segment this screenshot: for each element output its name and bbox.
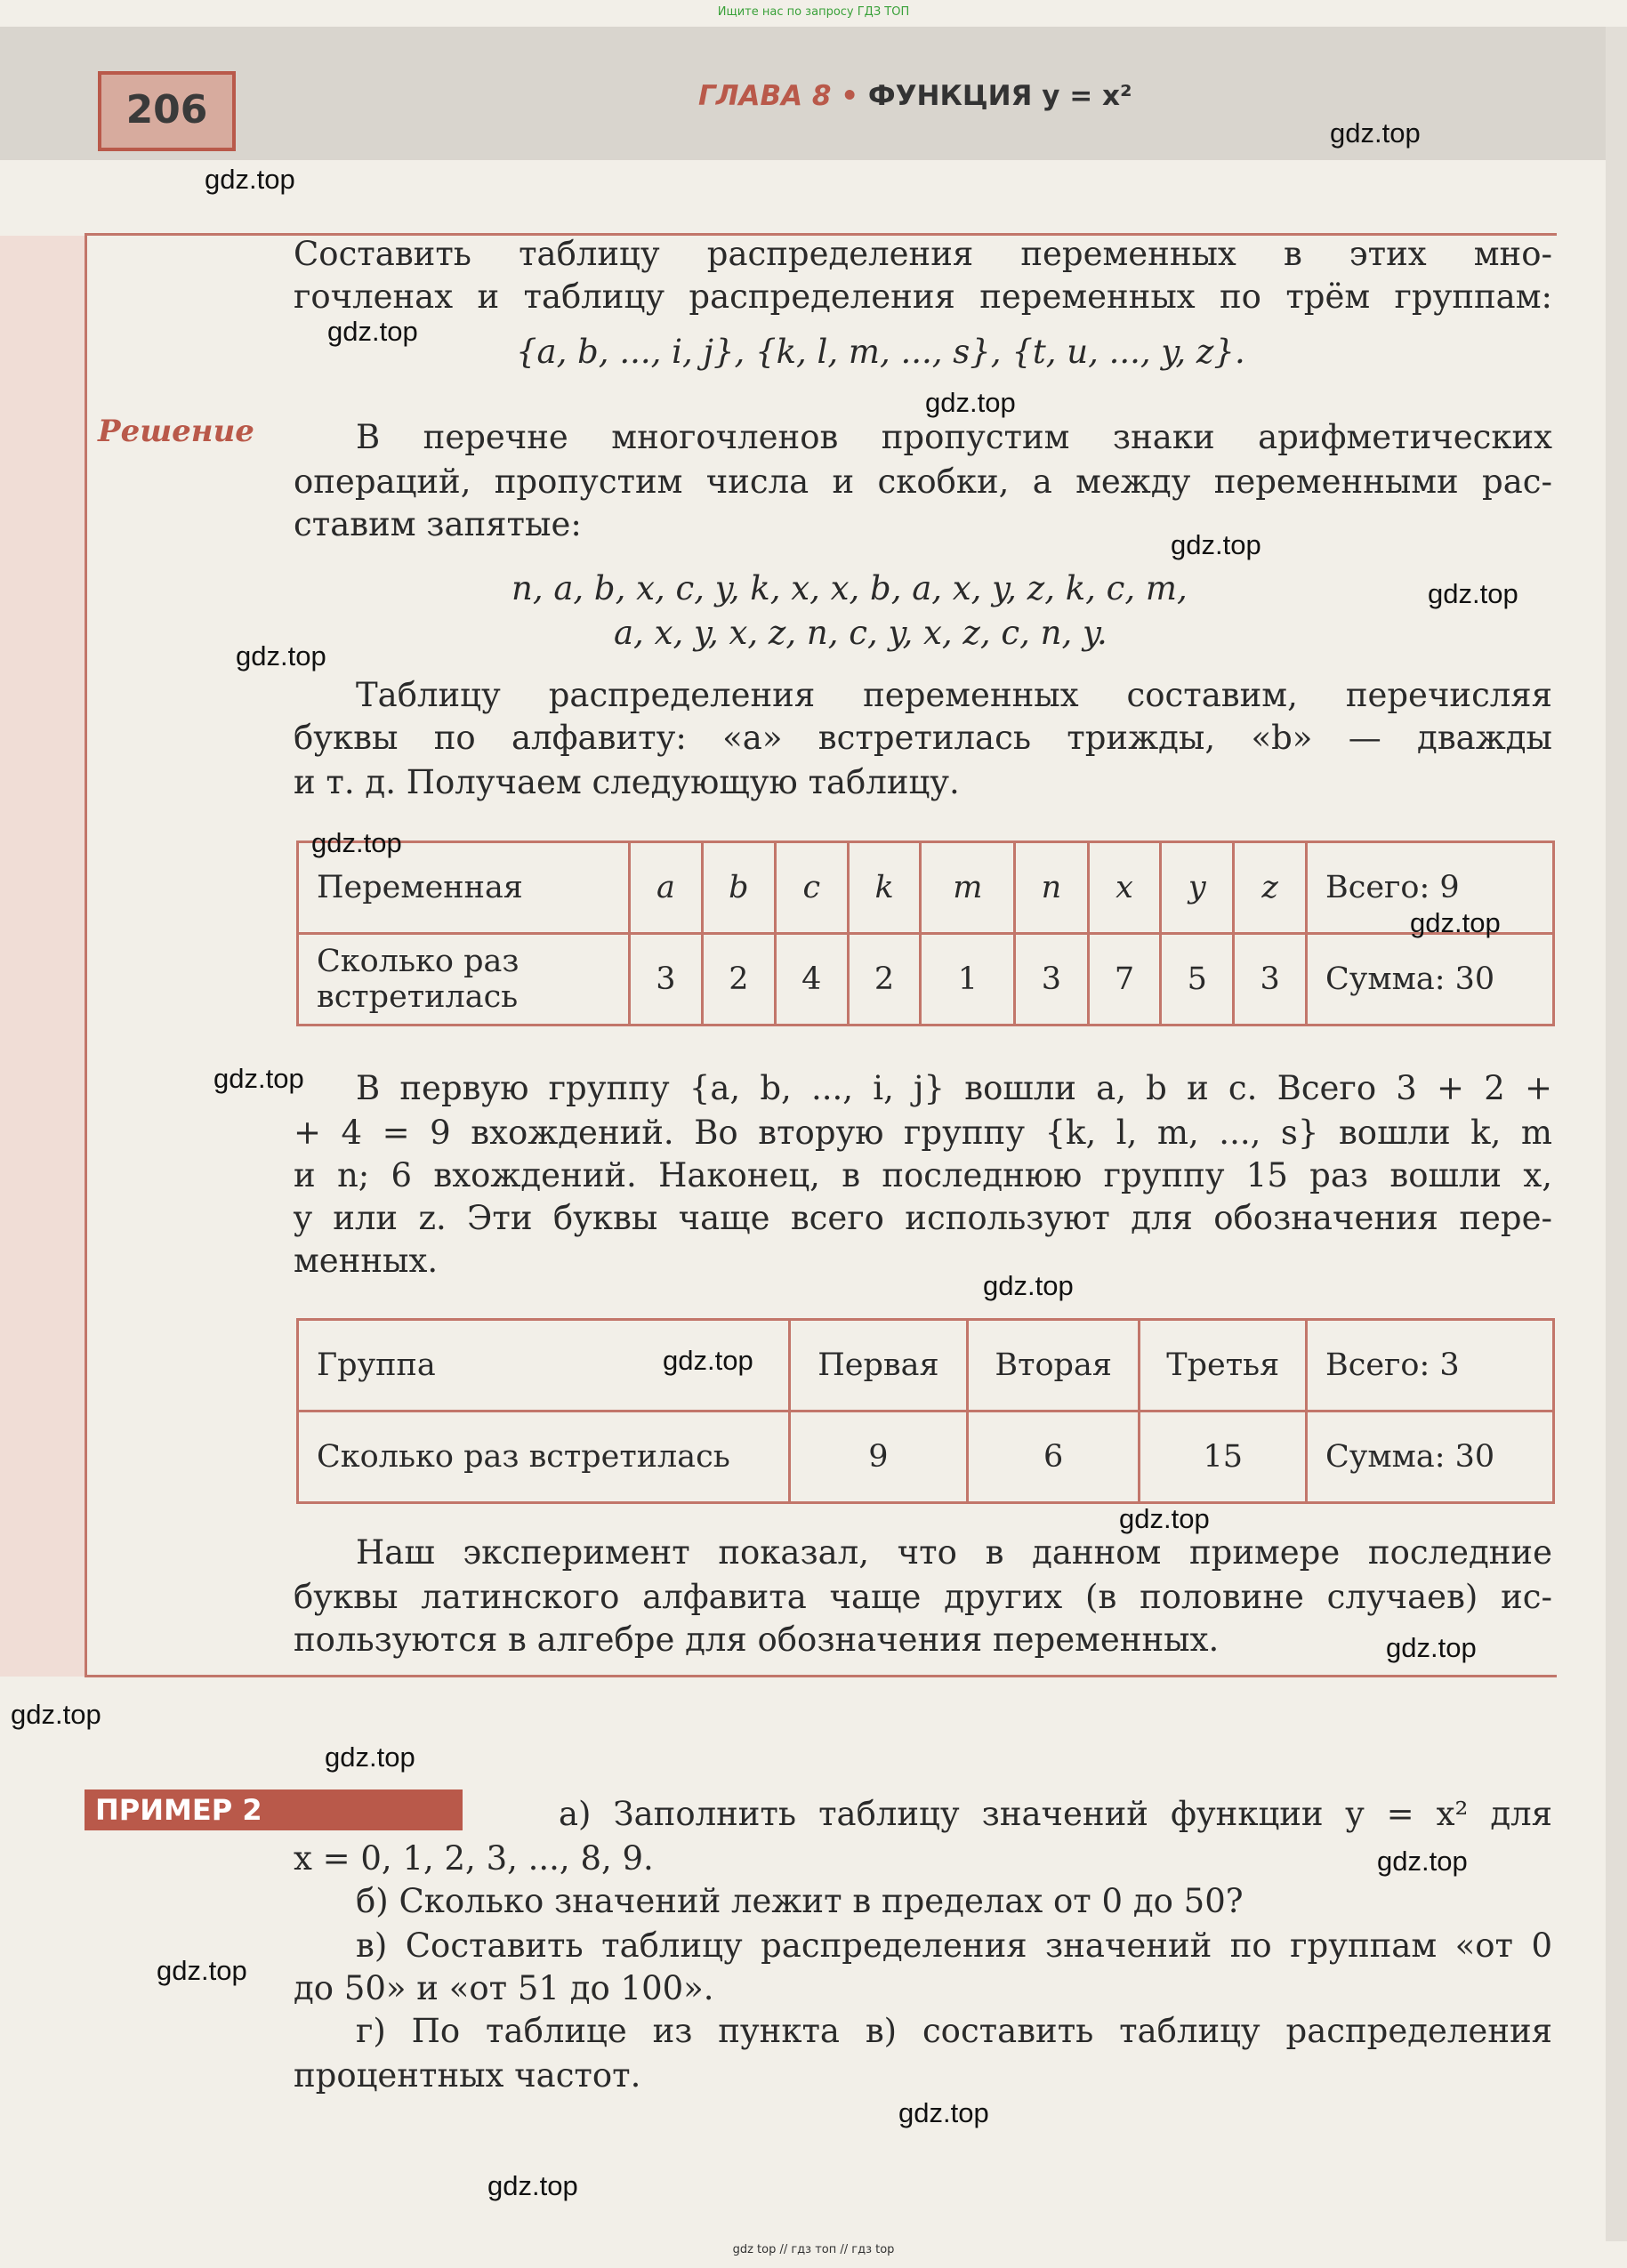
table-cell: 3 xyxy=(630,934,703,1025)
table-cell: 5 xyxy=(1161,934,1234,1025)
variable-distribution-table xyxy=(296,840,1555,1026)
table-cell: x xyxy=(1088,842,1161,934)
solution-line-2: операций, пропустим числа и скобки, а между переменными рас- xyxy=(294,462,1552,501)
top-note: Ищите нас по запросу ГДЗ ТОП xyxy=(717,5,910,19)
table-cell: k xyxy=(848,842,921,934)
watermark-text: gdz.top xyxy=(898,2097,989,2128)
example-c-line-1: в) Составить таблицу распределения значений по группам «от 0 xyxy=(356,1926,1552,1965)
table-cell: 6 xyxy=(967,1411,1140,1503)
watermark-text: gdz.top xyxy=(213,1063,304,1094)
table-cell: 4 xyxy=(775,934,848,1025)
table-cell: Третья xyxy=(1140,1320,1307,1411)
watermark-text: gdz.top xyxy=(1410,907,1501,938)
groups-line-2: + 4 = 9 вхождений. Во вторую группу {k, l, m, ..., s} вошли k, m xyxy=(294,1114,1552,1152)
watermark-text: gdz.top xyxy=(1377,1846,1468,1877)
task-line-2: гочленах и таблицу распределения переменных по трём группам: xyxy=(294,277,1552,316)
example-a-line-2: x = 0, 1, 2, 3, ..., 8, 9. xyxy=(294,1839,654,1878)
groups-line-4: y или z. Эти буквы чаще всего используют для обозначения пере- xyxy=(294,1199,1552,1237)
table-cell: 9 xyxy=(790,1411,968,1503)
groups-line-1: В первую группу {a, b, ..., i, j} вошли a, b и c. Всего 3 + 2 + xyxy=(356,1069,1552,1107)
watermark-text: gdz.top xyxy=(236,640,326,672)
chapter-title: ФУНКЦИЯ y = x² xyxy=(867,80,1132,112)
solution-line-1: В перечне многочленов пропустим знаки арифметических xyxy=(356,418,1552,456)
footer-links: gdz top // гдз топ // гдз top xyxy=(732,2243,895,2256)
table-cell: Первая xyxy=(790,1320,968,1411)
watermark-text: gdz.top xyxy=(983,1270,1074,1301)
example-d-line-1: г) По таблице из пункта в) составить таблицу распределения xyxy=(356,2012,1552,2050)
page-number: 206 xyxy=(98,71,236,151)
table-row xyxy=(298,1320,1554,1411)
table-cell: 7 xyxy=(1088,934,1161,1025)
watermark-text: gdz.top xyxy=(205,164,295,195)
table-cell: 2 xyxy=(702,934,775,1025)
watermark-text: gdz.top xyxy=(1428,578,1518,609)
table-cell: Вторая xyxy=(967,1320,1140,1411)
solution-label: Решение xyxy=(98,414,254,449)
example-b: б) Сколько значений лежит в пределах от 0 до 50? xyxy=(356,1882,1244,1920)
watermark-text: gdz.top xyxy=(325,1741,415,1773)
paragraph2-line-3: и т. д. Получаем следующую таблицу. xyxy=(294,763,960,801)
table-cell: b xyxy=(702,842,775,934)
paragraph2-line-1: Таблицу распределения переменных составим, перечисляя xyxy=(356,676,1552,714)
conclusion-line-1: Наш эксперимент показал, что в данном примере последние xyxy=(356,1533,1552,1572)
chapter-label: ГЛАВА 8 xyxy=(698,80,832,112)
table-cell: Всего: 3 xyxy=(1307,1320,1554,1411)
watermark-text: gdz.top xyxy=(487,2170,578,2201)
watermark-text: gdz.top xyxy=(1386,1632,1477,1663)
table-cell: Переменная xyxy=(298,842,630,934)
example-label: ПРИМЕР 2 xyxy=(85,1789,463,1830)
table-cell: Всего: 9 xyxy=(1307,842,1554,934)
table-cell: 3 xyxy=(1234,934,1307,1025)
example-a-line-1: а) Заполнить таблицу значений функции y = x² для xyxy=(559,1795,1552,1833)
table-cell: 15 xyxy=(1140,1411,1307,1503)
chapter-separator: • xyxy=(841,80,859,112)
table-cell: m xyxy=(921,842,1015,934)
page-edge xyxy=(1606,27,1627,2241)
table-cell: z xyxy=(1234,842,1307,934)
table-cell: c xyxy=(775,842,848,934)
table-cell: Сколько раз встретилась xyxy=(298,934,630,1025)
task-line-1: Составить таблицу распределения переменных в этих мно- xyxy=(294,235,1552,273)
watermark-text: gdz.top xyxy=(925,387,1016,418)
groups-line-5: менных. xyxy=(294,1242,439,1280)
watermark-text: gdz.top xyxy=(663,1345,753,1376)
groups-line-3: и n; 6 вхождений. Наконец, в последнюю группу 15 раз вошли x, xyxy=(294,1156,1552,1194)
chapter-header xyxy=(698,80,1132,112)
watermark-text: gdz.top xyxy=(11,1699,101,1730)
table-cell: n xyxy=(1015,842,1088,934)
watermark-text: gdz.top xyxy=(1119,1503,1210,1534)
watermark-text: gdz.top xyxy=(311,827,402,858)
table-cell: y xyxy=(1161,842,1234,934)
watermark-text: gdz.top xyxy=(1330,117,1421,149)
table-cell: Сколько раз встретилась xyxy=(298,1411,790,1503)
table-row xyxy=(298,842,1554,934)
conclusion-line-2: буквы латинского алфавита чаще других (в половине случаев) ис- xyxy=(294,1578,1552,1616)
table-cell: a xyxy=(630,842,703,934)
letter-sequence-2: a, x, y, x, z, n, c, y, x, z, c, n, y. xyxy=(614,614,1107,652)
letter-sequence-1: n, a, b, x, c, y, k, x, x, b, a, x, y, z, k, c, m, xyxy=(511,569,1188,607)
group-distribution-table xyxy=(296,1318,1555,1504)
table-row xyxy=(298,1411,1554,1503)
table-cell: Сумма: 30 xyxy=(1307,934,1554,1025)
paragraph2-line-2: буквы по алфавиту: «a» встретилась трижды, «b» — дважды xyxy=(294,719,1552,757)
table-cell: 3 xyxy=(1015,934,1088,1025)
left-margin-band xyxy=(0,236,85,1677)
solution-line-3: ставим запятые: xyxy=(294,505,582,543)
table-cell: 2 xyxy=(848,934,921,1025)
table-cell: Группа xyxy=(298,1320,790,1411)
table-row xyxy=(298,934,1554,1025)
task-line-3: {a, b, ..., i, j}, {k, l, m, ..., s}, {t, u, ..., y, z}. xyxy=(516,333,1245,371)
table-cell: 1 xyxy=(921,934,1015,1025)
watermark-text: gdz.top xyxy=(1171,529,1261,560)
watermark-text: gdz.top xyxy=(157,1955,247,1986)
conclusion-line-3: пользуются в алгебре для обозначения переменных. xyxy=(294,1621,1220,1659)
example-d-line-2: процентных частот. xyxy=(294,2056,641,2095)
watermark-text: gdz.top xyxy=(327,316,418,347)
table-cell: Сумма: 30 xyxy=(1307,1411,1554,1503)
example-c-line-2: до 50» и «от 51 до 100». xyxy=(294,1969,714,2007)
